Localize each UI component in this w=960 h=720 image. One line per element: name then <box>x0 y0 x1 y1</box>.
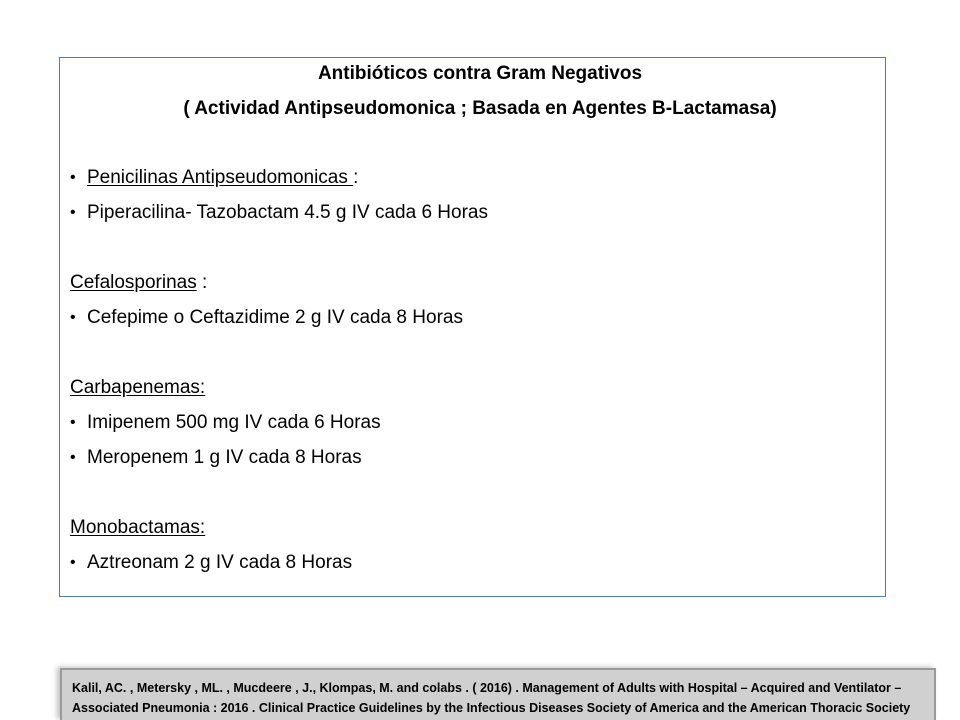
bullet-icon: • <box>70 414 76 431</box>
list-item-text: Aztreonam 2 g IV cada 8 Horas <box>87 552 353 573</box>
bullet-icon: • <box>70 554 76 571</box>
list-item <box>70 201 488 225</box>
bullet-icon: • <box>70 309 76 326</box>
heading-colon: : <box>353 167 359 188</box>
heading-colon: : <box>196 272 208 293</box>
section-heading-penicilinas: Penicilinas Antipseudomonicas <box>87 167 354 188</box>
list-item <box>70 446 362 470</box>
list-item-text: Imipenem 500 mg IV cada 6 Horas <box>87 412 381 433</box>
section-heading-carbapenemas: Carbapenemas: <box>70 377 206 398</box>
list-item-text: Piperacilina- Tazobactam 4.5 g IV cada 6 Horas <box>87 202 488 223</box>
citation-line: Kalil, AC. , Metersky , ML. , Mucdeere , J., Klompas, M. and colabs . ( 2016) . Management of Adults with Hospital – Acquired and Ventilator – <box>72 681 902 695</box>
section-heading-monobactamas: Monobactamas: <box>70 517 206 538</box>
section-heading-cefalosporinas: Cefalosporinas <box>70 272 197 293</box>
citation-box <box>60 668 936 720</box>
list-item-text: Cefepime o Ceftazidime 2 g IV cada 8 Horas <box>87 307 463 328</box>
penicilinas-heading-row <box>70 166 358 190</box>
slide-title: Antibióticos contra Gram Negativos <box>317 63 643 84</box>
monobactamas-heading-row <box>70 516 205 540</box>
carbapenemas-heading-row <box>70 376 205 400</box>
bullet-icon: • <box>70 204 76 221</box>
list-item-text: Meropenem 1 g IV cada 8 Horas <box>87 447 362 468</box>
list-item <box>70 551 352 575</box>
cefalosporinas-heading-row <box>70 271 207 295</box>
citation-line: Associated Pneumonia : 2016 . Clinical Practice Guidelines by the Infectious Diseases Society of America and the American Thoracic Society <box>72 701 911 715</box>
bullet-icon: • <box>70 169 76 186</box>
list-item <box>70 411 381 435</box>
slide-subtitle: ( Actividad Antipseudomonica ; Basada en Agentes B-Lactamasa) <box>183 98 777 119</box>
bullet-icon: • <box>70 449 76 466</box>
list-item <box>70 306 463 330</box>
